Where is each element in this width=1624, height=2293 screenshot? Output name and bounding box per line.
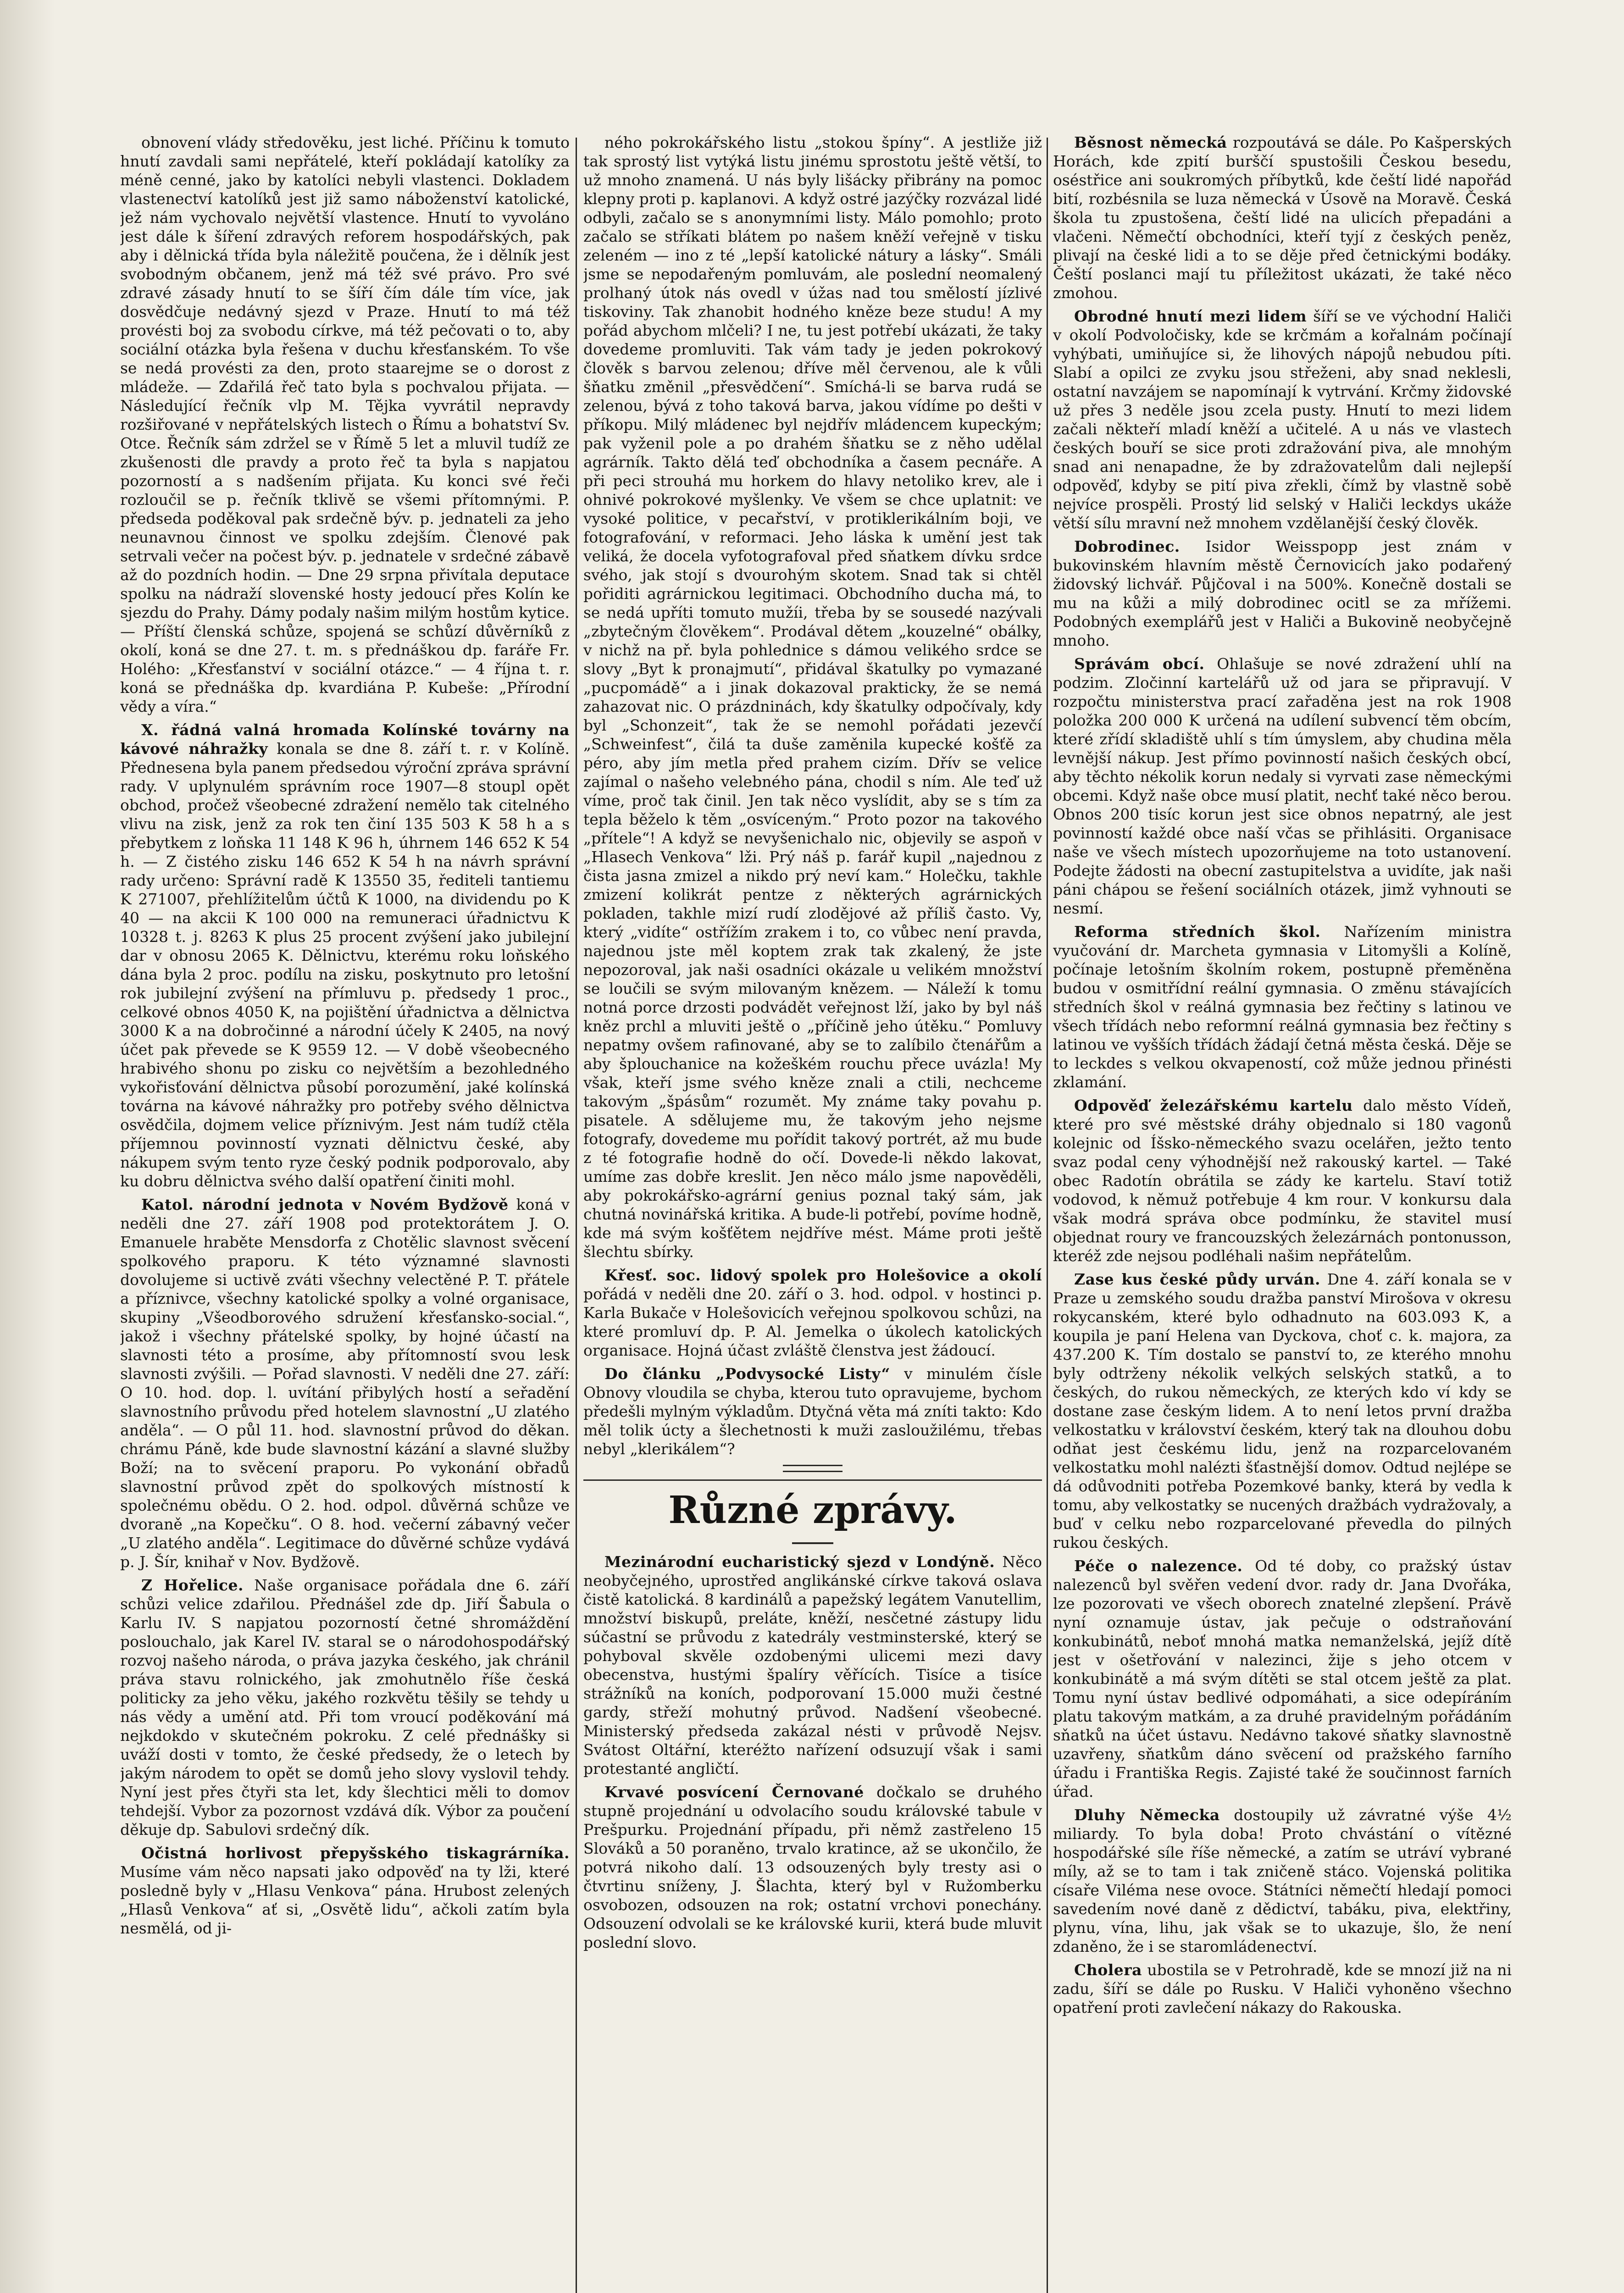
- article-body: Musíme vám něco napsati jako odpověď na ty lži, které posledně byly v „Hlasu Venkova“ pána. Hrubost zelených „Hlasů Venkova“ ať si, „Osvětě lidu“, ačkoli zatím byla nesmělá, od ji-: [120, 1863, 570, 1937]
- article-1-4: [120, 1576, 570, 1839]
- article-lead: Mezinárodní eucharistický sjezd v Londýně.: [604, 1553, 995, 1571]
- article-lead: Do článku „Podvysocké Listy“: [604, 1365, 890, 1383]
- article-body: Isidor Weisspopp jest znám v bukovinském hlavním městě Černovicích jako podařený židovský lichvář. Půjčoval i na 500%. Konečně dostali se mu na kůži a milý dobrodinec ocitl se za mřížemi. Podobných exemplářů jest v Haliči a Bukovině neobyčejně mnoho.: [1053, 537, 1512, 649]
- article-lead: Zase kus české půdy urván.: [1074, 1270, 1320, 1288]
- article-body: rozpoutává se dále. Po Kašperských Horách, kde zpití burščí spustošili Českou besedu, oséstřice ani soukromých příbytků, kde čeští lidé napořád bití, rozbésnila se luza německá v Úsově na Moravě. Česká škola tu zpustošena, čeští lidé na ulicích přepadáni a vlačeni. Němečtí obchodníci, kteří tyjí z českých peněz, plivají na české lidi a to se děje před četnickými bodáky. Čeští poslanci mají tu příležitost ukázati, že také něco zmohou.: [1053, 133, 1512, 302]
- article-3-3: [1053, 537, 1512, 650]
- article-body: Nařízením ministra vyučování dr. Marcheta gymnasia v Litomyšli a Kolíně, počínaje letošním školním rokem, postupně přeměněna budou v osmitřídní reální gymnasia. O změnu stávajících středních škol v reálná gymnasia bez řečtiny s latinou ve všech třídách nebo reformní reálná gymnasia bez řečtiny s latinou ve vyšších třídách žádají četná města česká. Děje se to leckdes s velkou okvapeností, což může jednou přinésti zklamání.: [1053, 923, 1512, 1091]
- article-3-9: [1053, 1806, 1512, 1956]
- section-rule-top: [583, 1479, 1042, 1481]
- article-1-2: [120, 720, 570, 1191]
- article-body: koná v neděli dne 27. září 1908 pod protektorátem J. O. Emanuele hraběte Mensdorfa z Chotělic slavnost svěcení spolkového praporu. K této významné slavnosti dovolujeme si uctivě zváti všechny velectěné P. T. přátele a příznivce, všechny katolické spolky a volné organisace, skupiny „Všeodborového sdružení křesťansko-social.“, jakož i všechny přátelské spolky, by hojné účastí na slavnosti této a prosíme, aby přítomností svou lesk slavnosti zvýšili. — Pořad slavnosti. V neděli dne 27. září: O 10. hod. dop. l. uvítání přibylých hostí a seřadění slavnostního průvodu před hotelem slavnostní „U zlatého anděla“. — O půl 11. hod. slavnostní průvod do děkan. chrámu Páně, kde bude slavnostní kázání a slavné služby Boží; na to svěcení praporu. Po vykonání obřadů slavnostní průvod zpět do spolkových místností k společnému obědu. O 2. hod. odpol. důvěrná schůze ve dvoraně „na Kopečku“. O 8. hod. večerní zábavný večer „U zlatého anděla“. Legitimace do důvěrné schůze vydává p. J. Šír, knihař v Nov. Bydžově.: [120, 1196, 570, 1571]
- article-body: ného pokrokářského listu „stokou špíny“. A jestliže již tak sprostý list vytýká listu jinému sprostotu ještě větší, to už mnoho znamená. U nás byly lišácky přibrány na pomoc klepny proti p. kaplanovi. A když ostré jazýčky rozvázal lidé odbyli, začalo se s anonymními listy. Málo pomohlo; proto začalo se stříkati blátem po našem kněží veřejně v tisku zeleném — ino z té „lepší katolické nátury a lásky“. Smáli jsme se nepodařeným pomluvám, ale poslední neomalený prolhaný útok nás ovedl v úžas nad tou smělostí jízlivé tiskoviny. Tak zhanobit hodného kněze beze studu! A my pořád abychom mlčeli? I ne, tu jest potřebí ukázati, že taky dovedeme promluviti. Tak vám tady je jeden pokrokový člověk s barvou zelenou; dříve měl červenou, ale k vůli šňatku změnil „přesvědčení“. Smíchá-li se barva rudá se zelenou, bývá z toho taková barva, jakou vídíme po dešti v příkopu. Milý mládenec byl nejdřív mládencem kupeckým; pak vyženil pole a po drahém šňatku se z něho udělal agrárník. Takto dělá teď obchodníka a časem pecnáře. A při peci strouhá mu horkem do hlavy netoliko krev, ale i ohnivé pokrokové myšlenky. Ve všem se chce uplatnit: ve vysoké politice, v pecařství, v protiklerikálním boji, ve fotografování, v reformaci. Jeho láska k umění jest tak veliká, že docela vyfotografoval před sňatkem dívku srdce svého, jak stojí s dvourohým skotem. Snad tak si chtěl pořiditi agrárnickou legitimaci. Obchodního ducha má, to se nedá upříti tomuto mužíi, třeba by se sousedé nazývali „zbytečným člověkem“. Prodával dětem „kouzelné“ obálky, v nichž na př. byla pohlednice s dámou velikého srdce se slovy „Byt k pronajmutí“, přidával škatulky po vymazané „pucpomádě“ a i jinak dokazoval prakticky, že se nemá zahazovat nic. O prázdninách, kdy škatulky odpočívaly, kdy byl „Schonzeit“, tak že se nemohl pořádati jezevčí „Schweinfest“, čilá ta duše zaměnila kupecké košťě za péro, aby jím metla před prahem cizím. Dřív se velice zajímal o našeho velebného pána, chodil s ním. Ale teď už víme, proč tak činil. Jen tak něco vyslídit, aby se s tím za tepla běželo k těm „osvíceným.“ Proto pozor na takového „přítele“! A když se nevyšenichalo nic, objevily se aspoň v „Hlasech Venkova“ lži. Prý náš p. farář kupil „najednou z čista jasna zmizel a nikdo prý neví kam.“ Holečku, takhle zmizení kolikrát pentze z některých agrárnických pokladen, takhle mizí rudí zlodějové až příliš často. Vy, který „vidíte“ ostřížím zrakem i to, co vůbec není pravda, najednou jste měl koptem zrak tak zkalený, že jste nepozoroval, jak naši osadníci okázale u velikém množství se loučili se svým milovaným knězem. — Náleží k tomu notná porce drzosti podvádět veřejnost lží, jako by byl náš kněz prchl a mluviti ještě o „příčině jeho útěku.“ Pomluvy nepatmy ovšem rafinované, aby se to zalíbilo čtenářům a aby šplouchanice na kožeškém rouchu přece uvázla! My však, kteří jsme svého kněze znali a ctili, nechceme takovým „špásům“ rozumět. My známe taky povahu p. pisatele. A sdělujeme mu, že takovým jeho nejsme fotografy, dovedeme mu pořídit takový portrét, až mu bude z té fotografie hodně do očí. Dovede-li někdo lakovat, umíme zas dobře kreslit. Jen něco málo jsme napověděli, aby pokrokářsko-agrární genius poznal taký sám, jak chutná novinářská kritika. A bude-li potřebí, povíme hodně, kde má svým košťětem nejdříve mést. Máme proti ještě šlechtu sbírky.: [583, 133, 1042, 1261]
- article-lead: Běsnost německá: [1074, 133, 1227, 151]
- article-3-8: [1053, 1556, 1512, 1801]
- article-lead: Reforma středních škol.: [1074, 923, 1321, 941]
- heading-dash: [792, 1542, 833, 1544]
- article-3-6: [1053, 1096, 1512, 1265]
- article-lead: X. řádná valná hromada Kolínské továrny na kávové náhražky: [120, 721, 570, 758]
- article-3-5: [1053, 922, 1512, 1091]
- article-2b-1: [583, 1552, 1042, 1778]
- column-2: [583, 133, 1042, 2293]
- article-body: ubostila se v Petrohradě, kde se mnozí již na ni zadu, šíří se dále po Rusku. V Haliči vyhoněno všechno opatření proti zavlečení nákazy do Rakouska.: [1053, 1961, 1512, 2016]
- article-body: Od té doby, co pražský ústav nalezenců byl svěřen vedení dvor. rady dr. Jana Dvořáka, lze pozorovati ve všech oborech znatelné zlepšení. Právě nyní oznamuje ústav, jak pečuje o odstraňování konkubinátů, neboť mnohá matka nemanželská, jejíž dítě jest v ošetřování v nalezinci, žije s jeho otcem v konkubinátě a má svým dítěti se stal otcem ještě za plat. Tomu nyní ústav bedlivé odpomáhati, a sice odepíráním platu takovým matkám, a za druhé pravidelným pořádáním sňatků na účet ústavu. Nedávno takové sňatky slavnostně uzavřeny, sňatkům dáno svěcení od pražského farního úřadu i Františka Regis. Zajisté také že součinnost farních úřad.: [1053, 1557, 1512, 1800]
- column-3: [1053, 133, 1512, 2293]
- article-2-2: [583, 1266, 1042, 1360]
- article-body: Dne 4. září konala se v Praze u zemského soudu dražba panství Mirošova v okresu rokycanském, které bylo odhadnuto na 603.093 K, a koupila je paní Helena van Dyckova, choť c. k. majora, za 437.200 K. Tím dostalo se panství to, ze kterého mnohu byly odtrženy nékolik velkých selských statků, a to českých, do rukou německých, ze kterých kdo ví kdy se dostane zase českým lidem. A to není letos první dražba velkostatku v království českém, který tak na dlouhou dobu odňat jest českému lidu, jenž na rozparcelovaném velkostatku mohl nalézti šťastnější domov. Odtud nejlépe se dá odůvodniti potřeba Pozemkové banky, která by vedla k tomu, aby velkostatky se nucených dražbách vydražovaly, a buď v celku nebo rozparcelované převedla do pilných rukou českých.: [1053, 1270, 1512, 1551]
- article-body: v minulém čísle Obnovy vloudila se chyba, kterou tuto opravujeme, bychom předešli mylným výkladům. Dtyčná věta má zníti takto: Kdo měl tolik úcty a šlechetnosti k muži zasloužilému, třebas nebyl „klerikálem“?: [583, 1365, 1042, 1458]
- article-lead: Správám obcí.: [1074, 655, 1205, 673]
- article-body: dalo město Vídeň, které pro své městské dráhy objednalo si 180 vagonů kolejnic od Íšsko-německého svazu ocelářen, ježto tento svaz podal ceny výhodnější než rakouský kartel. — Také obec Radotín obrátila se zády ke kartelu. Staví totiž vodovod, k němuž potřebuje 4 km rour. V konkursu dala však modrá správa obce podmínku, že stavitel musí objednat roury ve francouzských železárnách pontonusson, kteréž zde nejsou podléhali našim nepřátelům.: [1053, 1097, 1512, 1265]
- article-lead: Odpověď železářskému kartelu: [1074, 1097, 1353, 1114]
- article-body: Ohlašuje se nové zdražení uhlí na podzim. Zločinní kartelářů už od jara se připravují. V rozpočtu ministerstva prací zařaděna jest na rok 1908 položka 200 000 K určená na udílení subvencí těm obcím, které zřídí skladiště uhlí s tím úmyslem, aby chudina měla levnější nákup. Jest přímo povinností našich českých obcí, aby těchto nékolik korun nedaly si vyrvati zase německými obcemi. Když naše obce musí platit, nechť také něco berou. Obnos 200 tisíc korun jest sice obnos nepatrný, ale jest povinností každé obce naší včas se přihlásiti. Organisace naše ve všech místech upozorňujeme na toto ustanovení. Podejte žádosti na obecní zastupitelstva a uvidíte, jak naši páni chápou se řešení sociálních otázek, jimž vyhnouti se nesmí.: [1053, 655, 1512, 917]
- article-lead: Očistná horlivost přepyšského tiskagrárníka.: [141, 1844, 570, 1862]
- article-lead: Obrodné hnutí mezi lidem: [1074, 307, 1307, 325]
- article-lead: Z Hořelice.: [141, 1576, 244, 1594]
- article-lead: Krvavé posvícení Černované: [604, 1783, 864, 1801]
- article-lead: Péče o nalezence.: [1074, 1557, 1243, 1575]
- article-lead: Dobrodinec.: [1074, 537, 1180, 555]
- article-2-3: [583, 1364, 1042, 1458]
- article-1-5: [120, 1844, 570, 1938]
- article-lead: Katol. národní jednota v Novém Bydžově: [141, 1196, 509, 1213]
- article-body: obnovení vlády středověku, jest liché. Příčinu k tomuto hnutí zavdali sami nepřátelé, kteří pokládají katolíky za méně cenné, jako by katolíci nebyli vlastenci. Dokladem vlastenectví katolíků jest již samo náboženství katolické, jež nám vychovalo největší vlastence. Hnutí to vyvoláno jest dále k šíření zdravých reforem hospodářských, pak aby i dělnická třída byla náležitě poučena, že i dělník jest svobodným občanem, jenž má též své právo. Pro své zdravé zásady hnutí to se šíří čím dále tím více, jak dosvědčuje nedávný sjezd v Praze. Hnutí to má též provésti boj za svobodu církve, má též pečovati o to, aby sociální otázka byla řešena v duchu křesťanském. To vše se nedá provésti za den, proto staarejme se o dorost z mládeže. — Zdařilá řeč tato byla s pochvalou přijata. — Následující řečník vlp M. Tějka vyvrátil nepravdy rozšiřované v nepřátelských listech o Římu a bohatství Sv. Otce. Řečník sám zdržel se v Římě 5 let a mluvil tudíž ze zkušenosti dle pravdy a proto řeč ta byla s napjatou pozorností a s nadšením přijata. Ku konci své řeči rozloučil se p. řečník tklivě se všemi přítomnými. P. předseda poděkoval pak srdečně býv. p. jednateli za jeho neunavnou činnost ve spolku zdejším. Členové pak setrvali večer na počest býv. p. jednatele v srdečné zábavě až do pozdních hodin. — Dne 29 srpna přivítala deputace spolku na nádraží slovenské hosty jedoucí přes Kolín ke sjezdu do Prahy. Dámy podaly našim milým hostům kytice. — Příští členská schůze, spojená se schůzí důvěrníků z okolí, koná se dne 27. t. m. s přednáškou dp. faráře Fr. Holého: „Křesťanství v sociální otázce.“ — 4 října t. r. koná se přednáška dp. kvardiána P. Kubeše: „Přírodní vědy a víra.“: [120, 133, 570, 715]
- article-3-10: [1053, 1961, 1512, 2017]
- article-body: Naše organisace pořádala dne 6. září schůzi velice zdařilou. Přednášel zde dp. Jiří Šabula o Karlu IV. S napjatou pozorností četné shromáždění poslouchalo, jak Karel IV. staral se o národohospodářský rozvoj našeho národa, o práva jazyka českého, jak chránil práva stavu rolnického, jak zmohutnělo říše česká politicky za jeho věku, jakého rozkvětu těšily se tehdy u nás vědy a umění atd. Při tom vroucí poděkování má nejkdokdo v skutečném pokroku. Z celé přednášky si uváží dosti v tomto, že české předsedy, že o letech by jakým národem to opět se domů jeho slovy vyslovil tehdy. Nyní jest přes čtyři sta let, kdy šlechtici měli to domov tehdejší. Vybor za pozornost vzdává dík. Výbor za poučení děkuje dp. Sabulovi srdečný dík.: [120, 1576, 570, 1839]
- article-2-1: [583, 133, 1042, 1261]
- article-body: dostoupily už závratné výše 4½ miliardy. To byla doba! Proto chvástání o vítězné hospodářské síle říše německé, a zatím se utráví vybrané míly, až se to tam i tak zničeně stáco. Vojenská politika císaře Viléma nese ovoce. Státníci němečtí hledají pomoci savedením nové daně z dědictví, tabáku, piva, elektřiny, plynu, vína, lihu, jak však se to ukazuje, šlo, že není zdaněno, že i se staromládenectví.: [1053, 1806, 1512, 1955]
- column-rule-2: [1047, 138, 1048, 2293]
- article-1-1: [120, 133, 570, 716]
- column-1: [120, 133, 570, 2293]
- article-3-1: [1053, 133, 1512, 302]
- column-rule-1: [576, 138, 577, 2293]
- article-body: konala se dne 8. září t. r. v Kolíně. Přednesena byla panem předsedou výroční zpráva správní rady. V uplynulém správním roce 1907—8 stoupl opět obchod, pročež všeobecné zdražení nemělo tak citelného vlivu na zisk, jenž za rok ten činí 135 503 K 58 h a s přebytkem z loňska 11 148 K 96 h, úhrnem 146 652 K 54 h. — Z čistého zisku 146 652 K 54 h na návrh správní rady určeno: Správní radě K 13550 35, řediteli tantiemu K 271007, přehlížitelům účtů K 1000, na dividendu po K 40 — na akcii K 100 000 na remuneraci úřadnictvu K 10328 t. j. 8263 K plus 25 procent zvýšení jako jubilejní dar v obnosu 2065 K. Dělnictvu, kterému roku loňského dána byla 2 proc. podílu na zisku, poskytnuto pro letošní rok jubilejní zvýšení na přímluvu p. předsedy 1 proc., celkové obnos 4050 K, na pojištění úřadnictva a dělnictva 3000 K a na dobročinné a národní účely K 2405, na nový účet pak převede se K 9559 12. — V době všeobecného hrabivého shonu po zisku co největším a bezohledného vykořisťování dělnictva působí porozumění, jaké kolínská továrna na kávové náhražky pro potřeby svého dělnictva osvědčila, dojmem velice příznivým. Jest nám tudíž ctěla příjemnou povinností vyznati dělnictvu české, aby nákupem svým tento ryze český podnik podporovalo, aby ku dobru dělnictva svého další opatření činiti mohl.: [120, 740, 570, 1190]
- ornament-separator: [783, 1465, 842, 1472]
- page-edge-shadow: [0, 0, 55, 2293]
- article-body: Něco neobyčejného, uprostřed anglikánské církve taková oslava čistě katolická. 8 kardinálů a papežský legátem Vanutellim, množství biskupů, preláte, kněží, nesčetné zástupy lidu súčastní se průvodu z katedrály vestminsterské, který se pohyboval skvěle ozdobenými ulicemi mezi davy obecenstva, hustými špalíry věřících. Tisíce a tisíce strážníků na koních, podporovaní 15.000 muži čestné gardy, střeží mohutný průvod. Nadšení všeobecné. Ministerský předseda zakázal nésti v průvodě Nejsv. Svátost Oltářní, kteréžto nařízení odsuzují však i sami protestanté angličtí.: [583, 1553, 1042, 1778]
- article-body: pořádá v neděli dne 20. září o 3. hod. odpol. v hostinci p. Karla Bukače v Holešovicích veřejnou spolkovou schůzi, na které promluví dp. P. Al. Jemelka o úkolech katolických organisace. Hojná účast zvláště členstva jest žádoucí.: [583, 1285, 1042, 1359]
- article-body: dočkalo se druhého stupně projednání u odvolacího soudu královské tabule v Prešpurku. Projednání případu, při němž zastřeleno 15 Slováků a 50 poraněno, trvalo kratince, až se ukončilo, že potvrá nikoho dalí. 13 odsouzených byly tresty asi o čtvrtinu sníženy, J. Šlachta, který byl v Ružomberku osvobozen, odsouzen na rok; ostatní vrchovi ponechány. Odsouzení odvolali se ke královské kurii, která bude mluvit poslední slovo.: [583, 1783, 1042, 1951]
- article-lead: Cholera: [1074, 1961, 1142, 1979]
- article-2b-2: [583, 1783, 1042, 1952]
- article-lead: Křesť. soc. lidový spolek pro Holešovice a okolí: [604, 1266, 1042, 1284]
- article-body: šíří se ve východní Haliči v okolí Podvoločisky, kde se krčmám a kořalnám počínají vyhýbati, umiňujíce si, že lihových nápojů nebudou píti. Slabí a opilci ze zvyku jsou střeženi, aby snad neklesli, ostatní navzájem se napomínají k vytrvání. Krčmy židovské už přes 3 neděle jsou zcela pusty. Hnutí to mezi lidem začali někteří mladí kněží a učitelé. A u nás ve vlastech českých bouří se sice proti zdražování piva, ale mnohým snad ani nenapadne, že by zdražovatelům dali nejlepší odpověď, kdyby se pití piva zřekli, čímž by vlastně sobě nejvíce prospěli. Prostý lid selský v Haliči leckdys ukáže větší sílu mravní než mnohem vzdělanější český člověk.: [1053, 307, 1512, 532]
- article-3-2: [1053, 307, 1512, 532]
- article-3-7: [1053, 1270, 1512, 1552]
- section-heading: Různé zprávy.: [668, 1488, 957, 1532]
- article-lead: Dluhy Německa: [1074, 1806, 1220, 1824]
- article-3-4: [1053, 654, 1512, 918]
- article-1-3: [120, 1195, 570, 1571]
